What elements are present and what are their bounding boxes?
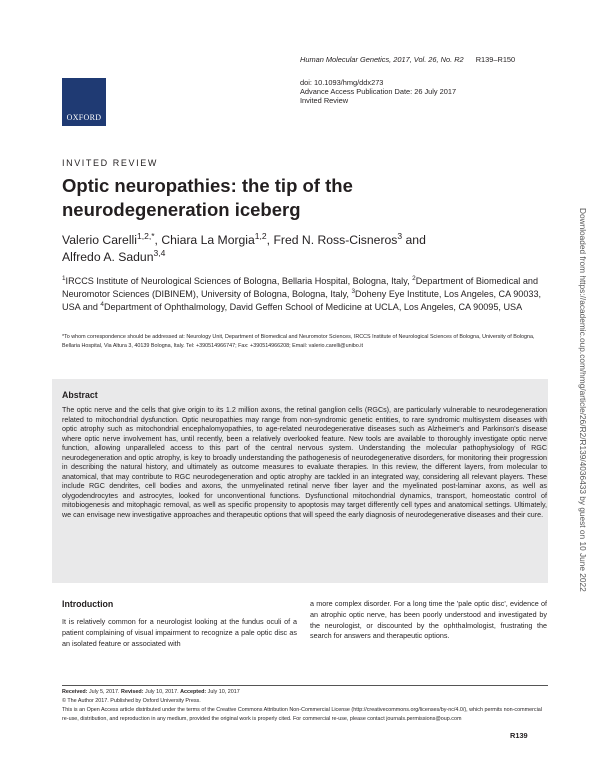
- article-title: Optic neuropathies: the tip of the neurodegeneration iceberg: [62, 175, 353, 220]
- journal-pages: R139–R150: [475, 55, 516, 64]
- author-list: Valerio Carelli$^{1,2,*}$, Chiara La Morgia$^{1,2}$, Fred N. Ross-Cisneros$^3$ and Alfredo A. Sadun$^{3,4}$: [62, 230, 426, 264]
- article-meta: [300, 78, 456, 106]
- introduction-col1: It is relatively common for a neurologist looking at the fundus oculi of a patient complaining of visual impairment to recognize a pale optic disc as an isolated feature or associated with: [62, 617, 297, 648]
- copyright-line: © The Author 2017. Published by Oxford University Press.: [62, 697, 201, 704]
- journal-header: [300, 55, 515, 64]
- author[interactable]: Alfredo A. Sadun$^{3,4}$: [62, 247, 166, 264]
- download-watermark: Downloaded from https://academic.oup.com/hmg/article/26/R2/R139/4036433 by guest on 10 June 2022: [578, 208, 588, 592]
- author[interactable]: Chiara La Morgia$^{1,2}$: [161, 230, 267, 247]
- introduction-col2: a more complex disorder. For a long time the 'pale optic disc', evidence of an atrophic optic nerve, has been poorly understood and investigated by the neurologist, or discounted by the ophthalmologist, frustrating the search for answers and therapeutic options.: [310, 599, 547, 641]
- abstract-heading: Abstract: [62, 390, 98, 400]
- abstract-text: The optic nerve and the cells that give origin to its 1.2 million axons, the retinal ganglion cells (RGCs), are particularly vulnerable to neurodegeneration related to mitochondrial dysfunction. Optic neuropathies may range from non-syndromic genetic entities, to rare syndromic multisystem diseases with optic atrophy such as mitochondrial encephalomyopathies, to age-related neurodegenerative diseases such as Alzheimer's and Parkinson's disease where optic nerve involvement has, until recently, been a relatively overlooked feature. New tools are available to thoroughly investigate optic nerve function, allowing unparalleled access to this part of the central nervous system. Understanding the molecular pathophysiology of RGC neurodegeneration and optic atrophy, is key to broadly understanding the pathogenesis of neurodegenerative disorders, for monitoring their progression in describing the natural history, and ultimately as outcome measures to evaluate therapies. In this review, the different layers, from molecular to anatomical, that may contribute to RGC neurodegeneration and optic atrophy are tackled in an integrated way, considering all relevant players. These include RGC dendrites, cell bodies and axons, the unmyelinated retinal nerve fiber layer and the myelinated post-laminar axons, as well as olygodendrocytes and astrocytes, looked for unconventional functions. Dysfunctional mitochondrial dynamics, transport, homeostatic control of mitobiogenesis and mitophagic removal, as well as specific propensity to apoptosis may target differently cell types and anatomical settings. Ultimately, we can envisage new investigative approaches and therapeutic options that will speed the early diagnosis of neurodegenerative diseases and their cure.: [62, 406, 547, 519]
- journal-details: , 2017, Vol. 26, No. R2: [389, 55, 464, 64]
- oxford-logo: OXFORD: [62, 78, 106, 126]
- affiliations: $^1$IRCCS Institute of Neurological Sciences of Bologna, Bellaria Hospital, Bologna, Italy, $^2$Department of Biomedical and Neuromotor Sciences (DIBINEM), University of Bologna, Bologna, Italy, $^3$Doheny Eye Institute, Los Angeles, CA 90033, USA and $^4$Department of Ophthalmology, David Geffen School of Medicine at UCLA, Los Angeles, CA 90095, USA: [62, 274, 542, 313]
- author[interactable]: Valerio Carelli$^{1,2,*}$: [62, 230, 155, 247]
- journal-name: Human Molecular Genetics: [300, 55, 390, 64]
- author[interactable]: Fred N. Ross-Cisneros$^3$: [273, 230, 403, 247]
- doi[interactable]: doi: 10.1093/hmg/ddx273: [300, 78, 384, 87]
- article-type: Invited Review: [300, 96, 349, 106]
- page-number: R139: [510, 731, 528, 740]
- correspondence-note: *To whom correspondence should be addressed at: Neurology Unit, Department of Biomedical and Neuromotor Sciences, IRCCS Institute of Neurological Sciences of Bologna, University of Bologna, Bellaria Hospital, Via Altura 3, 40139 Bologna, Italy. Tel: +390514966747; Fax: +390514966208; Email: valerio.carelli@unibo.it: [62, 334, 535, 349]
- section-kicker: INVITED REVIEW: [62, 158, 158, 168]
- footer-divider: [62, 685, 548, 686]
- introduction-heading: Introduction: [62, 599, 114, 609]
- dates-line: Received: July 5, 2017. Revised: July 10, 2017. Accepted: July 10, 2017: [62, 689, 240, 695]
- advance-access-date: Advance Access Publication Date: 26 July 2017: [300, 87, 457, 97]
- footer-notes: [62, 688, 548, 724]
- license-text: This is an Open Access article distributed under the terms of the Creative Commons Attribution Non-Commercial License (http://creativecommons.org/licenses/by-nc/4.0/), which permits non-commercial re-use, distribution, and reproduction in any medium, provided the original work is properly cited. For commercial re-use, please contact journals.permissions@oup.com: [62, 706, 542, 722]
